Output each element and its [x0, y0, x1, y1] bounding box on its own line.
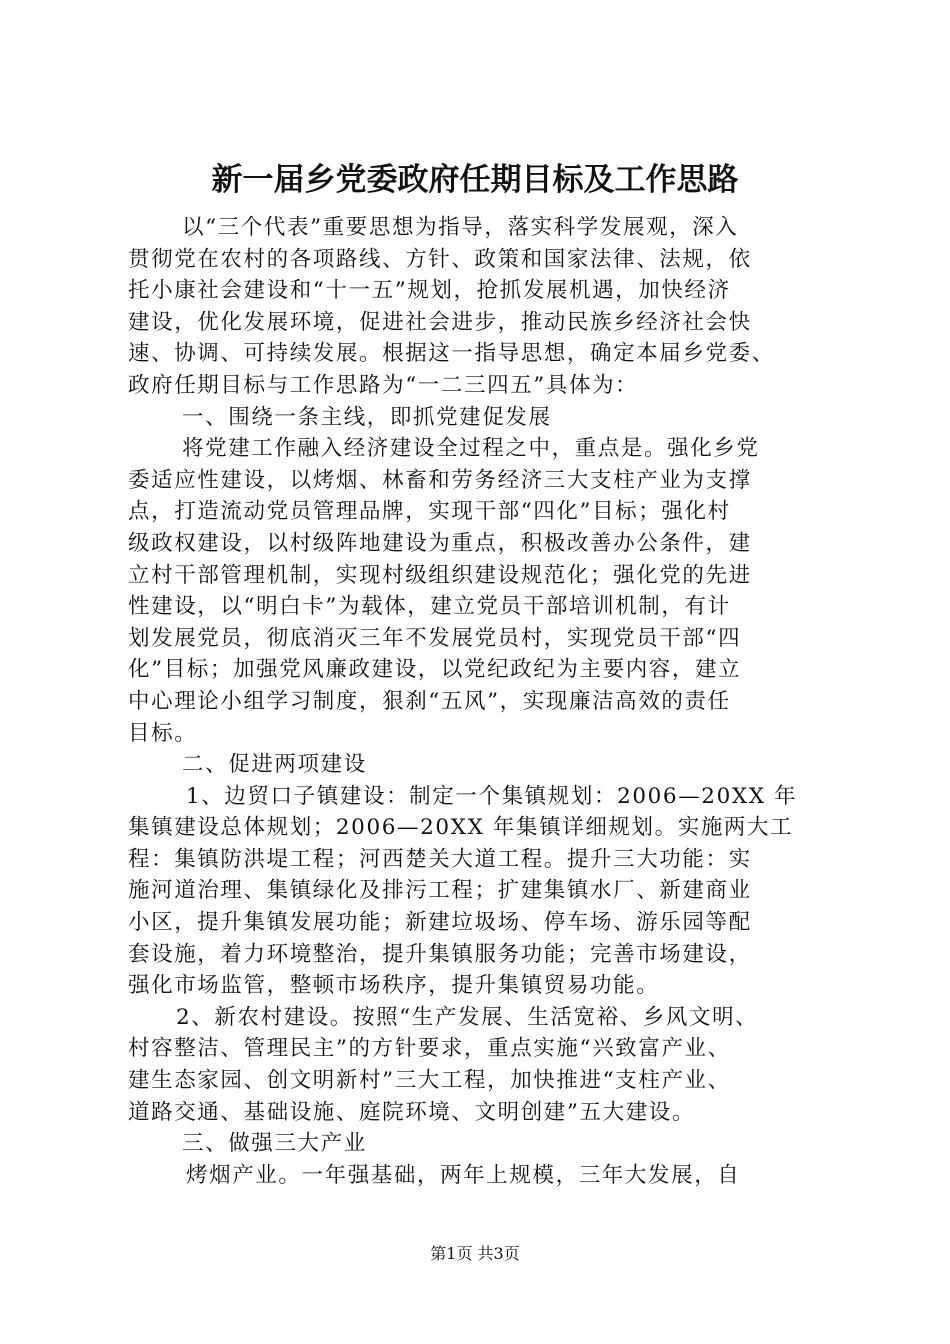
text-line: 套设施，着力环境整治，提升集镇服务功能；完善市场建设，: [128, 941, 752, 967]
text-line: 村容整洁、管理民主”的方针要求，重点实施“兴致富产业、: [128, 1036, 731, 1062]
text-line: 托小康社会建设和“十一五”规划，抢抓发展机遇，加快经济: [128, 278, 731, 304]
text-line: 委适应性建设，以烤烟、林畜和劳务经济三大支柱产业为支撑: [128, 467, 752, 493]
text-line: 点，打造流动党员管理品牌，实现干部“四化”目标；强化村: [128, 499, 731, 525]
text-line: 划发展党员，彻底消灭三年不发展党员村，实现党员干部“四: [128, 625, 742, 651]
text-line: 小区，提升集镇发展功能；新建垃圾场、停车场、游乐园等配: [128, 910, 752, 936]
text-line: 性建设，以“明白卡”为载体，建立党员干部培训机制，有计: [128, 594, 731, 620]
text-line: 级政权建设，以村级阵地建设为重点，积极改善办公条件，建: [128, 530, 752, 556]
text-line: 1、边贸口子镇建设：制定一个集镇规划：2006—20XX 年: [186, 783, 798, 809]
text-line: 程：集镇防洪堤工程；河西楚关大道工程。提升三大功能：实: [128, 846, 752, 872]
text-line: 集镇建设总体规划；2006—20XX 年集镇详细规划。实施两大工: [128, 815, 794, 841]
document-body: [128, 212, 840, 1191]
text-line: 强化市场监管，整顿市场秩序，提升集镇贸易功能。: [128, 973, 660, 999]
section-heading: 二、促进两项建设: [182, 752, 367, 778]
text-line: 建生态家园、创文明新村”三大工程，加快推进“支柱产业、: [128, 1068, 731, 1094]
text-line: 建设，优化发展环境，促进社会进步，推动民族乡经济社会快: [128, 309, 752, 335]
text-line: 将党建工作融入经济建设全过程之中，重点是。强化乡党: [182, 436, 760, 462]
text-line: 立村干部管理机制，实现村级组织建设规范化；强化党的先进: [128, 562, 752, 588]
text-line: 政府任期目标与工作思路为“一二三四五”具体为：: [128, 372, 639, 398]
text-line: 烤烟产业。一年强基础，两年上规模，三年大发展，自: [186, 1162, 741, 1188]
text-line: 施河道治理、集镇绿化及排污工程；扩建集镇水厂、新建商业: [128, 878, 752, 904]
text-line: 速、协调、可持续发展。根据这一指导思想，确定本届乡党委、: [128, 341, 775, 367]
page-footer: 第1页 共3页: [430, 1244, 520, 1263]
text-line: 以“三个代表”重要思想为指导，落实科学发展观，深入: [182, 215, 739, 240]
text-line: 贯彻党在农村的各项路线、方针、政策和国家法律、法规，依: [128, 246, 752, 272]
text-line: 化”目标；加强党风廉政建设，以党纪政纪为主要内容，建立: [128, 657, 742, 683]
section-heading: 三、做强三大产业: [182, 1131, 367, 1157]
text-line: 道路交通、基础设施、庭院环境、文明创建”五大建设。: [128, 1099, 695, 1125]
text-line: 中心理论小组学习制度，狠刹“五风”，实现廉洁高效的责任: [128, 688, 731, 714]
document-title: 新一届乡党委政府任期目标及工作思路: [211, 162, 739, 198]
text-line: 目标。: [128, 720, 198, 746]
section-heading: 一、围绕一条主线，即抓党建促发展: [182, 404, 552, 430]
text-line: 2、新农村建设。按照“生产发展、生活宽裕、乡风文明、: [176, 1004, 759, 1030]
